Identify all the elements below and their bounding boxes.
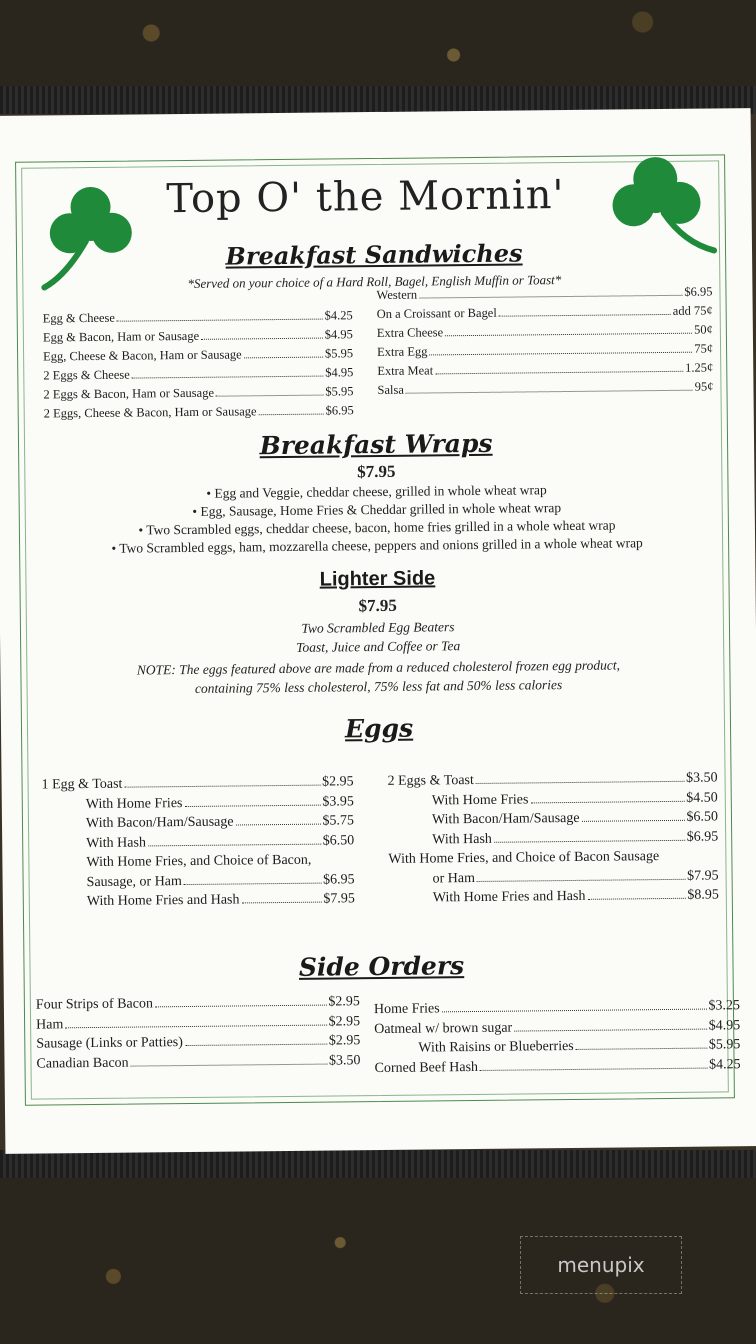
dot-leader <box>476 781 684 784</box>
dot-leader <box>480 1067 707 1070</box>
lighter-side-line1: Two Scrambled Egg Beaters <box>301 619 455 636</box>
side-order-item-name: Ham <box>36 1016 64 1033</box>
wraps-list <box>0 480 755 560</box>
side-order-item-name: Home Fries <box>373 1001 440 1018</box>
eggs-one-item-price: $3.95 <box>322 793 354 810</box>
eggs-one-item-name: With Home Fries, and Choice of Bacon, <box>86 852 312 871</box>
dot-leader <box>259 414 324 416</box>
sandwich-item-name: Egg, Cheese & Bacon, Ham or Sausage <box>43 347 242 364</box>
sides-right-column <box>374 998 741 1080</box>
side-order-item-name: Corned Beef Hash <box>374 1059 479 1076</box>
sandwiches-note: *Served on your choice of a Hard Roll, Bagel, English Muffin or Toast* <box>187 272 562 291</box>
menu-binder-edge-bottom <box>0 1150 756 1178</box>
sides-left-column <box>36 994 361 1075</box>
eggs-two-item <box>389 887 719 910</box>
side-order-item-price: $2.95 <box>328 1033 361 1049</box>
side-order-item-price: $2.95 <box>328 994 360 1010</box>
sandwich-extra-item <box>377 379 713 402</box>
eggs-two-item-name: With Hash <box>432 831 492 847</box>
eggs-one-item-name: Sausage, or Ham <box>86 873 182 890</box>
sandwich-extra-item-price: add 75¢ <box>672 303 713 318</box>
dot-leader <box>477 878 685 881</box>
eggs-one-item-name: With Hash <box>86 834 146 851</box>
sandwich-extra-item-name: Salsa <box>377 382 404 397</box>
side-order-item-price: $5.95 <box>708 1037 741 1053</box>
eggs-one-item-name: With Home Fries and Hash <box>86 892 240 910</box>
eggs-two-item-name: With Home Fries <box>431 791 529 808</box>
dot-leader <box>514 1028 706 1031</box>
sandwich-item-price: $5.95 <box>325 384 354 399</box>
sandwich-item-price: $4.95 <box>325 365 354 380</box>
sandwich-extra-item-name: Extra Cheese <box>376 325 444 340</box>
dot-leader <box>576 1048 707 1050</box>
sandwich-item-name: 2 Eggs & Bacon, Ham or Sausage <box>43 385 215 402</box>
eggs-left-column <box>42 774 355 914</box>
side-order-item-price: $2.95 <box>328 1013 361 1030</box>
dot-leader <box>530 800 684 803</box>
wrap-item: • Two Scrambled eggs, ham, mozzarella cheese, peppers and onions grilled in a whole wheat wrap <box>111 535 643 556</box>
dot-leader <box>419 295 682 299</box>
dot-leader <box>499 314 671 317</box>
lighter-side-note1: NOTE: The eggs featured above are made from a reduced cholesterol frozen egg product, <box>136 657 621 678</box>
sandwich-item-price: $6.95 <box>325 403 354 418</box>
dot-leader <box>236 824 321 826</box>
sandwich-item-name: Egg & Cheese <box>42 310 115 326</box>
eggs-one-item-name: 1 Egg & Toast <box>41 776 123 793</box>
eggs-two-item-price: $8.95 <box>687 887 719 903</box>
dot-leader <box>185 1044 327 1046</box>
eggs-one-item-price: $6.95 <box>323 871 355 888</box>
sandwich-item-price: $5.95 <box>324 346 354 361</box>
sandwich-extra-item-price: 95¢ <box>694 379 714 394</box>
eggs-one-item-price: $7.95 <box>323 891 355 907</box>
eggs-two-item-price: $7.95 <box>687 867 719 884</box>
sandwich-item <box>44 403 354 425</box>
dot-leader <box>216 395 323 397</box>
dot-leader <box>587 898 685 900</box>
side-order-item-name: Oatmeal w/ brown sugar <box>374 1020 513 1037</box>
sandwiches-right-column <box>376 284 713 402</box>
eggs-one-item-price: $6.50 <box>322 832 355 849</box>
eggs-one-item-price: $5.75 <box>322 813 355 829</box>
dot-leader <box>131 1063 327 1066</box>
dot-leader <box>184 882 321 884</box>
dot-leader <box>442 1009 707 1013</box>
sandwich-extra-item-name: On a Croissant or Bagel <box>376 305 497 321</box>
sandwich-extra-item-name: Western <box>376 287 418 302</box>
wrap-item: • Egg and Veggie, cheddar cheese, grilled in whole wheat wrap <box>206 482 547 501</box>
dot-leader <box>124 785 320 788</box>
dot-leader <box>406 390 693 394</box>
side-order-item-name: With Raisins or Blueberries <box>418 1038 574 1056</box>
side-order-item-price: $3.25 <box>708 998 741 1014</box>
eggs-two-item-name: 2 Eggs & Toast <box>387 773 474 789</box>
eggs-two-item-price: $4.50 <box>686 789 718 806</box>
sandwich-item-price: $4.95 <box>324 327 353 342</box>
dot-leader <box>445 333 692 337</box>
dot-leader <box>435 371 683 375</box>
eggs-two-item-price: $3.50 <box>685 770 718 786</box>
eggs-one-item <box>43 891 355 914</box>
eggs-two-item-name: With Home Fries, and Choice of Bacon Sausage <box>388 849 660 867</box>
dot-leader <box>65 1024 326 1028</box>
lighter-side-line2: Toast, Juice and Coffee or Tea <box>296 638 461 655</box>
eggs-one-item-name: With Bacon/Ham/Sausage <box>85 814 234 832</box>
side-order-item-name: Four Strips of Bacon <box>35 996 154 1013</box>
sandwich-item-price: $4.25 <box>324 308 353 323</box>
eggs-two-item-price: $6.95 <box>686 828 719 845</box>
sandwich-extra-item-name: Extra Egg <box>377 344 428 359</box>
dot-leader <box>201 338 323 340</box>
sandwiches-left-column <box>43 308 354 425</box>
sandwiches-heading: Breakfast Sandwiches <box>225 238 523 271</box>
sandwich-extra-item-price: 50¢ <box>694 322 713 337</box>
wraps-heading: Breakfast Wraps <box>259 428 493 461</box>
lighter-side-note2: containing 75% less cholesterol, 75% less fat and 50% less calories <box>194 677 563 696</box>
wrap-item: • Egg, Sausage, Home Fries & Cheddar grilled in whole wheat wrap <box>192 500 562 519</box>
dot-leader <box>132 376 323 379</box>
eggs-right-column <box>387 770 718 910</box>
side-order-item-name: Sausage (Links or Patties) <box>36 1035 183 1052</box>
menupix-watermark: menupix <box>520 1236 682 1294</box>
dot-leader <box>184 804 320 806</box>
sandwich-extra-item-name: Extra Meat <box>377 363 434 378</box>
side-order-item <box>36 1053 360 1076</box>
sandwich-item-name: Egg & Bacon, Ham or Sausage <box>42 328 200 345</box>
lighter-side-heading: Lighter Side <box>319 567 436 591</box>
eggs-two-item-name: With Home Fries and Hash <box>432 888 586 906</box>
sandwich-extra-item-price: 75¢ <box>694 341 714 356</box>
sandwich-extra-item-price: 1.25¢ <box>685 360 714 375</box>
side-order-item <box>374 1057 740 1080</box>
side-order-item-name: Canadian Bacon <box>36 1055 129 1072</box>
dot-leader <box>155 1005 326 1008</box>
dot-leader <box>148 843 321 846</box>
eggs-heading: Eggs <box>344 713 414 744</box>
menu-page <box>0 108 756 1154</box>
sandwich-item-name: 2 Eggs, Cheese & Bacon, Ham or Sausage <box>43 404 257 421</box>
side-order-item-price: $4.25 <box>708 1056 741 1073</box>
side-order-item-price: $4.95 <box>708 1017 741 1034</box>
wrap-item: • Two Scrambled eggs, cheddar cheese, bacon, home fries grilled in a whole wheat wrap <box>138 517 616 538</box>
dot-leader <box>244 357 323 359</box>
eggs-two-item-price: $6.50 <box>686 809 719 825</box>
side-order-item-price: $3.50 <box>328 1052 361 1069</box>
eggs-two-item-name: or Ham <box>432 870 476 886</box>
menu-title: Top O' the Mornin' <box>166 172 565 223</box>
dot-leader <box>117 319 323 322</box>
dot-leader <box>241 902 321 904</box>
sides-heading: Side Orders <box>298 951 465 982</box>
dot-leader <box>494 839 685 842</box>
dot-leader <box>429 352 692 356</box>
eggs-one-item-price: $2.95 <box>322 774 354 790</box>
eggs-two-item-name: With Bacon/Ham/Sausage <box>431 810 580 828</box>
lighter-side-price: $7.95 <box>358 595 397 616</box>
dot-leader <box>582 820 685 822</box>
sandwich-extra-item-price: $6.95 <box>684 284 713 299</box>
sandwich-item-name: 2 Eggs & Cheese <box>43 367 130 383</box>
eggs-one-item-name: With Home Fries <box>85 795 183 812</box>
wraps-price: $7.95 <box>357 461 396 482</box>
